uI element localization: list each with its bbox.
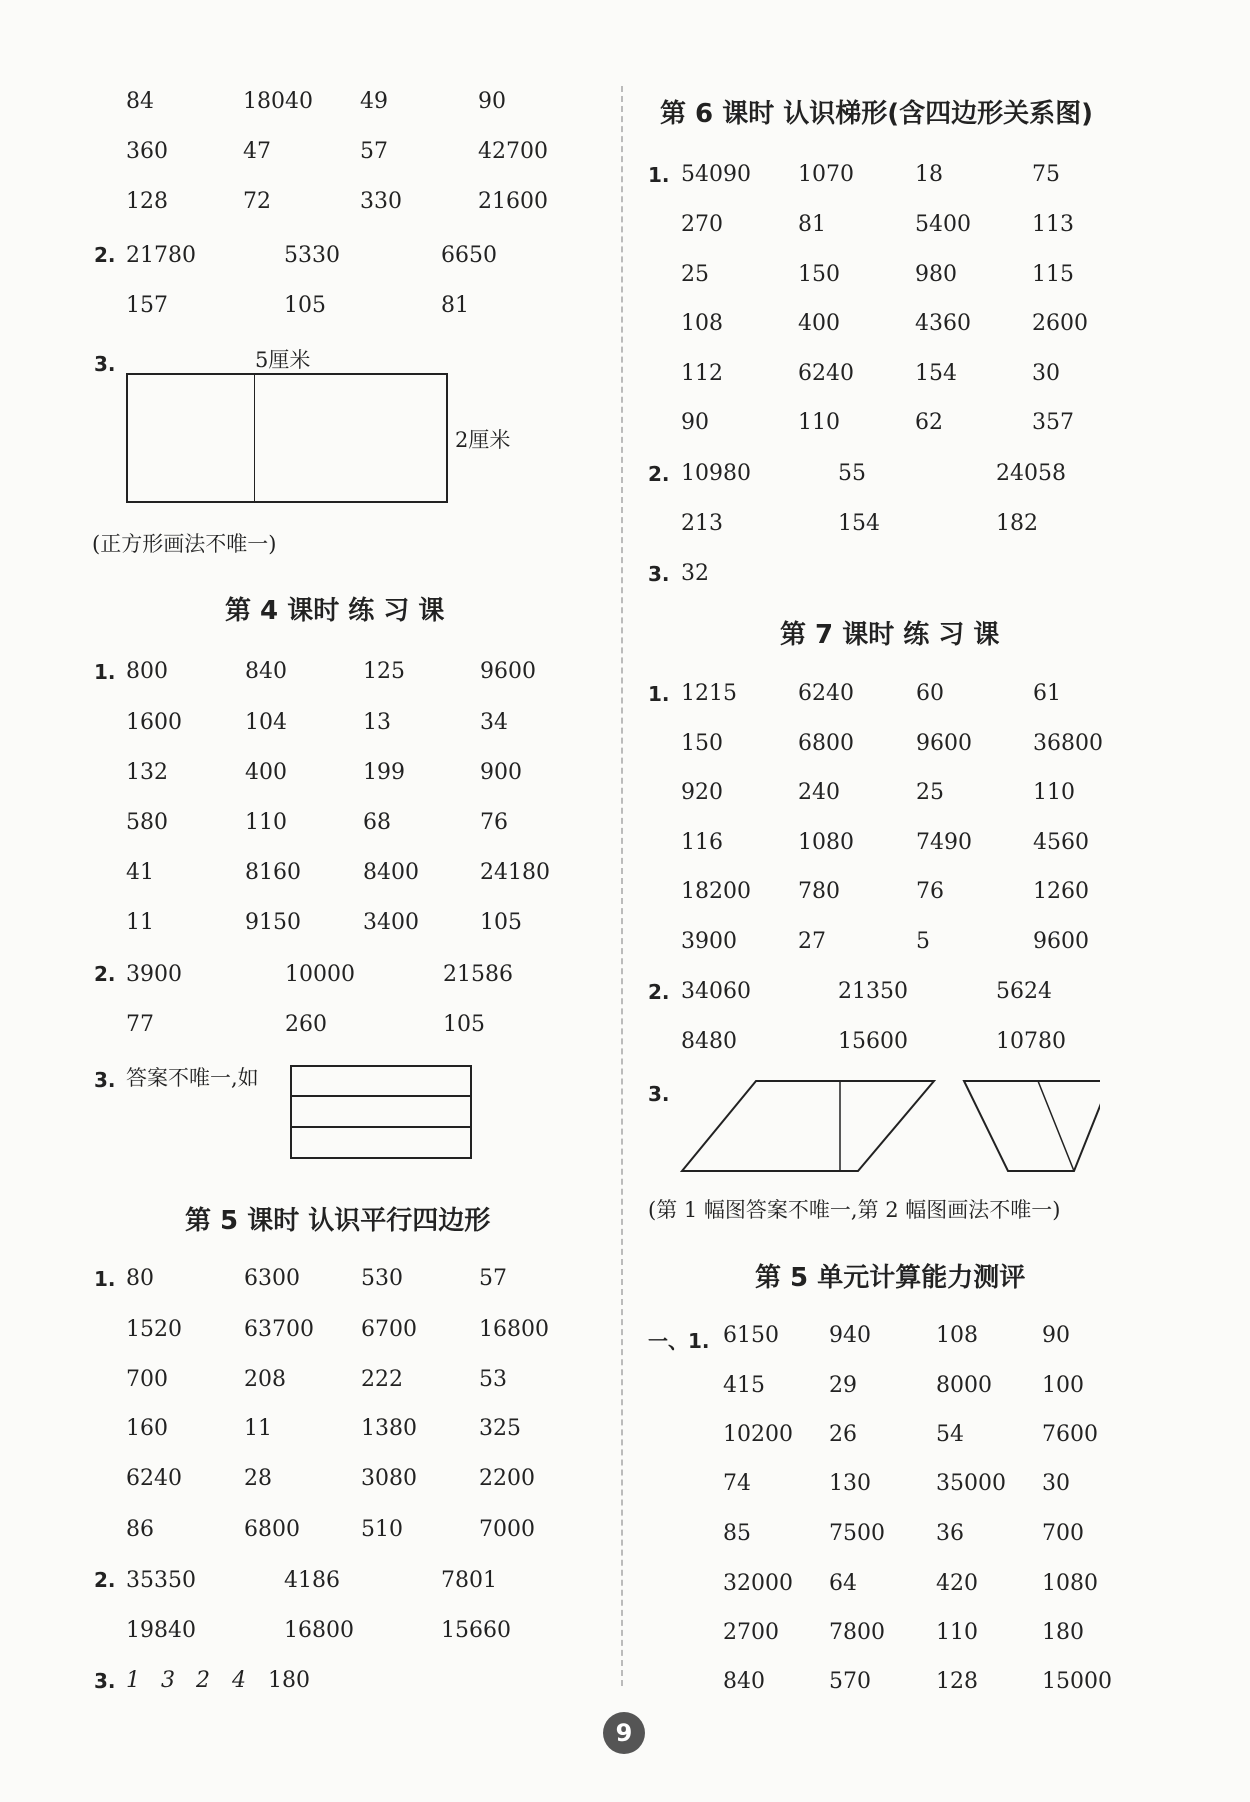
table-row bbox=[620, 356, 1220, 392]
answer-value: 510 bbox=[361, 1517, 403, 1542]
table-row bbox=[0, 1411, 600, 1447]
answer-value: 90 bbox=[478, 89, 506, 114]
answer-value: 260 bbox=[285, 1012, 327, 1037]
answer-value: 6300 bbox=[244, 1266, 300, 1291]
answer-value: 15600 bbox=[838, 1029, 908, 1054]
section-title: 第 7 课时 练 习 课 bbox=[780, 620, 1000, 650]
question-number: 3. bbox=[94, 1669, 116, 1693]
table-row bbox=[620, 726, 1220, 762]
question-number: 2. bbox=[94, 1568, 116, 1592]
answer-value: 420 bbox=[936, 1571, 978, 1596]
answer-value: 2200 bbox=[479, 1466, 535, 1491]
table-row bbox=[620, 405, 1220, 441]
answer-value: 15000 bbox=[1042, 1669, 1112, 1694]
question-number: 3. bbox=[648, 562, 670, 586]
answer-value: 580 bbox=[126, 810, 168, 835]
divider-line bbox=[1038, 1081, 1074, 1171]
answer-value: 6240 bbox=[798, 681, 854, 706]
answer-value: 8160 bbox=[245, 860, 301, 885]
table-row bbox=[620, 1615, 1220, 1651]
divider-line bbox=[290, 1095, 472, 1097]
page-number: 9 bbox=[603, 1712, 645, 1754]
answer-value: 240 bbox=[798, 780, 840, 805]
answer-value: 85 bbox=[723, 1521, 751, 1546]
width-label: 5厘米 bbox=[255, 348, 311, 372]
answer-value: 5 bbox=[916, 929, 930, 954]
answer-value: 26 bbox=[829, 1422, 857, 1447]
answer-value: 21600 bbox=[478, 189, 548, 214]
answer-value: 21586 bbox=[443, 962, 513, 987]
table-row bbox=[620, 874, 1220, 910]
answer-value: 10000 bbox=[285, 962, 355, 987]
answer-value: 4186 bbox=[284, 1568, 340, 1593]
answer-value: 199 bbox=[363, 760, 405, 785]
answer-value: 90 bbox=[681, 410, 709, 435]
answer-value: 110 bbox=[1033, 780, 1075, 805]
section-title: 第 5 课时 认识平行四边形 bbox=[185, 1206, 491, 1236]
table-row bbox=[620, 1566, 1220, 1602]
question-number: 1. bbox=[94, 660, 116, 684]
answer-value: 74 bbox=[723, 1471, 751, 1496]
answer-value: 32000 bbox=[723, 1571, 793, 1596]
table-row bbox=[620, 506, 1220, 542]
answer-value: 18200 bbox=[681, 879, 751, 904]
table-row bbox=[0, 184, 600, 220]
divider-line bbox=[290, 1126, 472, 1128]
answer-value: 1380 bbox=[361, 1416, 417, 1441]
answer-value: 77 bbox=[126, 1012, 154, 1037]
answer-value: 19840 bbox=[126, 1618, 196, 1643]
answer-value: 128 bbox=[936, 1669, 978, 1694]
height-label: 2厘米 bbox=[455, 428, 511, 452]
question-number: 1. bbox=[648, 163, 670, 187]
answer-value: 160 bbox=[126, 1416, 168, 1441]
answer-value: 4360 bbox=[915, 311, 971, 336]
answer-value: 63700 bbox=[244, 1317, 314, 1342]
question-number: 一、1. bbox=[648, 1329, 710, 1353]
answer-value: 105 bbox=[443, 1012, 485, 1037]
parallelogram-shape bbox=[682, 1081, 934, 1171]
answer-value: 5400 bbox=[915, 212, 971, 237]
answer-value: 400 bbox=[798, 311, 840, 336]
answer-value: 800 bbox=[126, 659, 168, 684]
answer-value: 180 bbox=[1042, 1620, 1084, 1645]
answer-value: 68 bbox=[363, 810, 391, 835]
answer-value: 113 bbox=[1032, 212, 1074, 237]
table-row bbox=[0, 705, 600, 741]
table-row bbox=[620, 1466, 1220, 1502]
answer-value: 325 bbox=[479, 1416, 521, 1441]
answer-value: 6150 bbox=[723, 1323, 779, 1348]
question-number: 3. bbox=[94, 352, 116, 376]
rectangle-diagram bbox=[126, 373, 448, 503]
answer-value: 13 bbox=[363, 710, 391, 735]
table-row bbox=[0, 1261, 600, 1297]
answer-value: 76 bbox=[480, 810, 508, 835]
answer-value: 110 bbox=[245, 810, 287, 835]
answer-value: 6700 bbox=[361, 1317, 417, 1342]
answer-value: 150 bbox=[681, 731, 723, 756]
answer-value: 110 bbox=[936, 1620, 978, 1645]
question-number: 2. bbox=[94, 962, 116, 986]
answer-value: 182 bbox=[996, 511, 1038, 536]
answer-value: 24180 bbox=[480, 860, 550, 885]
table-row bbox=[0, 1007, 600, 1043]
answer-value: 130 bbox=[829, 1471, 871, 1496]
answer-value: 9600 bbox=[1033, 929, 1089, 954]
question-number: 2. bbox=[648, 980, 670, 1004]
answer-value: 32 bbox=[681, 561, 709, 586]
answer-value: 270 bbox=[681, 212, 723, 237]
answer-value: 53 bbox=[479, 1367, 507, 1392]
answer-value: 34 bbox=[480, 710, 508, 735]
answer-value: 110 bbox=[798, 410, 840, 435]
answer-value: 570 bbox=[829, 1669, 871, 1694]
answer-value: 8480 bbox=[681, 1029, 737, 1054]
table-row bbox=[620, 1417, 1220, 1453]
answer-value: 11 bbox=[244, 1416, 272, 1441]
answer-value: 86 bbox=[126, 1517, 154, 1542]
answer-value: 780 bbox=[798, 879, 840, 904]
answer-value: 1080 bbox=[1042, 1571, 1098, 1596]
answer-value: 360 bbox=[126, 139, 168, 164]
answer-value: 940 bbox=[829, 1323, 871, 1348]
answer-value: 7000 bbox=[479, 1517, 535, 1542]
answer-value: 154 bbox=[915, 361, 957, 386]
answer-value: 16800 bbox=[479, 1317, 549, 1342]
table-row bbox=[0, 957, 600, 993]
answer-value: 3400 bbox=[363, 910, 419, 935]
answer-value: 112 bbox=[681, 361, 723, 386]
answer-value: 61 bbox=[1033, 681, 1061, 706]
table-row bbox=[620, 1024, 1220, 1060]
answer-value: 41 bbox=[126, 860, 154, 885]
table-row bbox=[620, 1368, 1220, 1404]
table-row bbox=[0, 805, 600, 841]
answer-value: 10200 bbox=[723, 1422, 793, 1447]
table-row bbox=[620, 676, 1220, 712]
question-number: 1. bbox=[648, 682, 670, 706]
answer-value: 6240 bbox=[126, 1466, 182, 1491]
table-row bbox=[620, 306, 1220, 342]
answer-value: 81 bbox=[441, 293, 469, 318]
striped-rectangle-diagram bbox=[290, 1065, 472, 1159]
answer-value: 400 bbox=[245, 760, 287, 785]
answer-value: 35000 bbox=[936, 1471, 1006, 1496]
answer-value: 105 bbox=[284, 293, 326, 318]
answer-value: 157 bbox=[126, 293, 168, 318]
answer-value: 8400 bbox=[363, 860, 419, 885]
answer-value: 3900 bbox=[681, 929, 737, 954]
question-number: 2. bbox=[94, 243, 116, 267]
answer-value: 8000 bbox=[936, 1373, 992, 1398]
answer-value: 2700 bbox=[723, 1620, 779, 1645]
answer-value: 357 bbox=[1032, 410, 1074, 435]
answer-value: 54 bbox=[936, 1422, 964, 1447]
answer-value: 180 bbox=[268, 1668, 310, 1693]
table-row bbox=[620, 456, 1220, 492]
answer-value: 980 bbox=[915, 262, 957, 287]
answer-value: 9600 bbox=[916, 731, 972, 756]
answer-value: 55 bbox=[838, 461, 866, 486]
table-row bbox=[0, 755, 600, 791]
table-row bbox=[0, 1563, 600, 1599]
table-row bbox=[0, 1312, 600, 1348]
answer-value: 4560 bbox=[1033, 830, 1089, 855]
table-row bbox=[0, 238, 600, 274]
answer-value: 7800 bbox=[829, 1620, 885, 1645]
question-number: 1. bbox=[94, 1267, 116, 1291]
table-row bbox=[620, 257, 1220, 293]
quadrilateral-diagrams bbox=[680, 1075, 1100, 1175]
answer-value: 7500 bbox=[829, 1521, 885, 1546]
answer-value: 28 bbox=[244, 1466, 272, 1491]
answer-value: 36800 bbox=[1033, 731, 1103, 756]
table-row bbox=[0, 1613, 600, 1649]
answer-value: 6240 bbox=[798, 361, 854, 386]
answer-value: 36 bbox=[936, 1521, 964, 1546]
answer-value: 330 bbox=[360, 189, 402, 214]
divider-line bbox=[254, 374, 255, 502]
answer-value: 5624 bbox=[996, 979, 1052, 1004]
answer-value: 840 bbox=[245, 659, 287, 684]
answer-value: 208 bbox=[244, 1367, 286, 1392]
answer-value: 81 bbox=[798, 212, 826, 237]
answer-value: 15660 bbox=[441, 1618, 511, 1643]
answer-value: 1070 bbox=[798, 162, 854, 187]
answer-value: 150 bbox=[798, 262, 840, 287]
table-row bbox=[0, 134, 600, 170]
trapezoid-shape bbox=[964, 1081, 1100, 1171]
answer-value: 100 bbox=[1042, 1373, 1084, 1398]
answer-value: 6800 bbox=[244, 1517, 300, 1542]
answer-value: 1260 bbox=[1033, 879, 1089, 904]
answer-value: 128 bbox=[126, 189, 168, 214]
answer-value: 4 bbox=[232, 1668, 246, 1693]
answer-value: 47 bbox=[243, 139, 271, 164]
answer-value: 415 bbox=[723, 1373, 765, 1398]
answer-value: 840 bbox=[723, 1669, 765, 1694]
answer-value: 21350 bbox=[838, 979, 908, 1004]
answer-value: 42700 bbox=[478, 139, 548, 164]
answer-value: 1600 bbox=[126, 710, 182, 735]
answer-value: 222 bbox=[361, 1367, 403, 1392]
answer-value: 30 bbox=[1032, 361, 1060, 386]
table-row bbox=[620, 924, 1220, 960]
answer-value: 21780 bbox=[126, 243, 196, 268]
table-row bbox=[620, 974, 1220, 1010]
answer-value: 700 bbox=[1042, 1521, 1084, 1546]
answer-value: 27 bbox=[798, 929, 826, 954]
section-title: 第 6 课时 认识梯形(含四边形关系图) bbox=[660, 99, 1094, 129]
answer-value: 18040 bbox=[243, 89, 313, 114]
question-number: 2. bbox=[648, 462, 670, 486]
answer-value: 60 bbox=[916, 681, 944, 706]
answer-value: 24058 bbox=[996, 461, 1066, 486]
answer-value: 62 bbox=[915, 410, 943, 435]
answer-value: 75 bbox=[1032, 162, 1060, 187]
answer-value: 108 bbox=[681, 311, 723, 336]
answer-value: 920 bbox=[681, 780, 723, 805]
answer-value: 132 bbox=[126, 760, 168, 785]
answer-value: 154 bbox=[838, 511, 880, 536]
answer-value: 1 bbox=[126, 1668, 140, 1693]
table-row bbox=[620, 775, 1220, 811]
answer-value: 104 bbox=[245, 710, 287, 735]
table-row bbox=[0, 905, 600, 941]
answer-value: 84 bbox=[126, 89, 154, 114]
answer-value: 7801 bbox=[441, 1568, 497, 1593]
answer-value: 3 bbox=[161, 1668, 175, 1693]
answer-value: 700 bbox=[126, 1367, 168, 1392]
answer-value: 3080 bbox=[361, 1466, 417, 1491]
answer-value: 116 bbox=[681, 830, 723, 855]
question-number: 3. bbox=[648, 1082, 670, 1106]
answer-value: 2 bbox=[196, 1668, 210, 1693]
table-row bbox=[620, 556, 1220, 592]
section-title: 第 5 单元计算能力测评 bbox=[755, 1263, 1026, 1293]
answer-value: 9150 bbox=[245, 910, 301, 935]
answer-value: 80 bbox=[126, 1266, 154, 1291]
answer-value: 18 bbox=[915, 162, 943, 187]
table-row bbox=[0, 84, 600, 120]
answer-value: 1520 bbox=[126, 1317, 182, 1342]
left-column bbox=[0, 0, 600, 1760]
answer-value: 16800 bbox=[284, 1618, 354, 1643]
answer-value: 25 bbox=[916, 780, 944, 805]
answer-value: 90 bbox=[1042, 1323, 1070, 1348]
table-row bbox=[620, 825, 1220, 861]
answer-value: 105 bbox=[480, 910, 522, 935]
answer-value: 35350 bbox=[126, 1568, 196, 1593]
answer-value: 29 bbox=[829, 1373, 857, 1398]
table-row bbox=[0, 855, 600, 891]
answer-value: 108 bbox=[936, 1323, 978, 1348]
answer-value: 72 bbox=[243, 189, 271, 214]
answer-value: 7600 bbox=[1042, 1422, 1098, 1447]
answer-value: 10780 bbox=[996, 1029, 1066, 1054]
answer-value: 1080 bbox=[798, 830, 854, 855]
answer-value: 30 bbox=[1042, 1471, 1070, 1496]
table-row bbox=[620, 1318, 1220, 1354]
answer-value: 900 bbox=[480, 760, 522, 785]
question-number: 3. bbox=[94, 1068, 116, 1092]
answer-value: 2600 bbox=[1032, 311, 1088, 336]
answer-value: 7490 bbox=[916, 830, 972, 855]
table-row bbox=[0, 1461, 600, 1497]
table-row bbox=[0, 1512, 600, 1548]
answer-value: 54090 bbox=[681, 162, 751, 187]
answer-value: 10980 bbox=[681, 461, 751, 486]
table-row bbox=[620, 1516, 1220, 1552]
answer-value: 6800 bbox=[798, 731, 854, 756]
answer-text: 答案不唯一,如 bbox=[126, 1066, 259, 1090]
table-row bbox=[0, 288, 600, 324]
note-text: (第 1 幅图答案不唯一,第 2 幅图画法不唯一) bbox=[648, 1198, 1061, 1222]
answer-value: 11 bbox=[126, 910, 154, 935]
table-row bbox=[620, 1664, 1220, 1700]
answer-value: 115 bbox=[1032, 262, 1074, 287]
answer-value: 9600 bbox=[480, 659, 536, 684]
table-row bbox=[620, 157, 1220, 193]
answer-value: 57 bbox=[360, 139, 388, 164]
answer-value: 57 bbox=[479, 1266, 507, 1291]
table-row bbox=[620, 207, 1220, 243]
table-row bbox=[0, 654, 600, 690]
answer-value: 49 bbox=[360, 89, 388, 114]
answer-value: 5330 bbox=[284, 243, 340, 268]
answer-value: 1215 bbox=[681, 681, 737, 706]
answer-value: 530 bbox=[361, 1266, 403, 1291]
answer-value: 25 bbox=[681, 262, 709, 287]
table-row bbox=[0, 1362, 600, 1398]
answer-value: 3900 bbox=[126, 962, 182, 987]
section-title: 第 4 课时 练 习 课 bbox=[225, 596, 445, 626]
answer-value: 213 bbox=[681, 511, 723, 536]
answer-value: 34060 bbox=[681, 979, 751, 1004]
answer-value: 76 bbox=[916, 879, 944, 904]
answer-value: 64 bbox=[829, 1571, 857, 1596]
right-column bbox=[620, 0, 1220, 1760]
note-text: (正方形画法不唯一) bbox=[92, 532, 277, 556]
answer-value: 6650 bbox=[441, 243, 497, 268]
answer-value: 125 bbox=[363, 659, 405, 684]
table-row bbox=[0, 1663, 600, 1699]
